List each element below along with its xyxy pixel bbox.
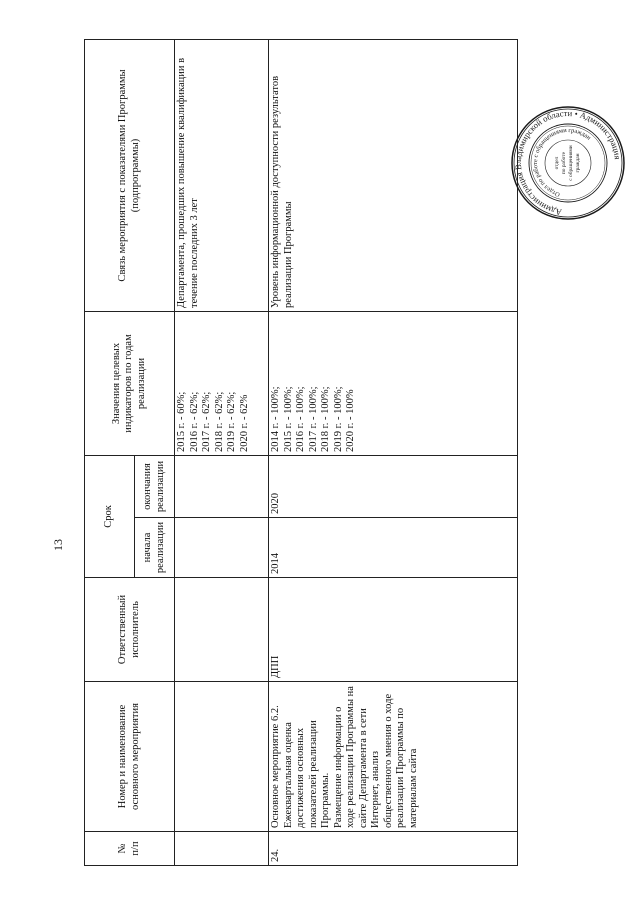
row-link: Уровень информационной доступности результатов реализации Программы bbox=[269, 39, 518, 311]
svg-text:граждан: граждан bbox=[575, 153, 581, 173]
header-name: Номер и наименование основного мероприятия bbox=[85, 682, 175, 832]
official-seal-stamp bbox=[510, 105, 626, 221]
rotated-document bbox=[84, 40, 518, 866]
svg-text:с обращениями: с обращениями bbox=[568, 145, 574, 181]
row-indicators: 2014 г. - 100%; 2015 г. - 100%; 2016 г. - 100%; 2017 г. - 100%; 2018 г. - 100%; 2019 г. - 100%; 2020 г. - 100% bbox=[269, 311, 518, 455]
header-indicators: Значения целевых индикаторов по годам реализации bbox=[85, 311, 175, 455]
page-number: 13 bbox=[51, 539, 65, 551]
svg-text:отдел: отдел bbox=[554, 156, 560, 170]
prev-row-indicators: 2015 г. - 60%; 2016 г. - 62%; 2017 г. - 62%; 2018 г. - 62%; 2019 г. - 62%; 2020 г. - 62% bbox=[175, 311, 269, 455]
header-link: Связь мероприятия с показателями Программы (подпрограммы) bbox=[85, 39, 175, 311]
program-table bbox=[84, 39, 518, 866]
row-start: 2014 bbox=[269, 518, 518, 578]
row-end: 2020 bbox=[269, 455, 518, 517]
svg-text:по работе: по работе bbox=[561, 151, 567, 175]
row-num: 24. bbox=[269, 832, 518, 866]
header-num: № п/п bbox=[85, 832, 175, 866]
table-row bbox=[269, 39, 518, 865]
table-row-continued bbox=[175, 39, 269, 865]
row-name: Основное мероприятие 6.2. Ежеквартальная оценка достижения основных показателей реализации Программы. Размещение информации о ходе реализации Программы на сайте Департамента в сети Интернет, анализ общественного мнения о ходе реализации Программы по материалам сайта bbox=[269, 682, 518, 832]
prev-row-link: Департамента, прошедших повышение квалификации в течение последних 3 лет bbox=[175, 39, 269, 311]
header-executor: Ответственный исполнитель bbox=[85, 578, 175, 682]
row-executor: ДПП bbox=[269, 578, 518, 682]
header-term-end: окончания реализации bbox=[135, 455, 175, 517]
header-term-start: начала реализации bbox=[135, 518, 175, 578]
svg-text:Администрация Владимирской обл: Администрация Владимирской области • Администрация bbox=[512, 107, 623, 218]
svg-text:Отдел по работе с обращениями: Отдел по работе с обращениями граждан bbox=[531, 126, 593, 198]
header-term: Срок bbox=[85, 455, 135, 577]
